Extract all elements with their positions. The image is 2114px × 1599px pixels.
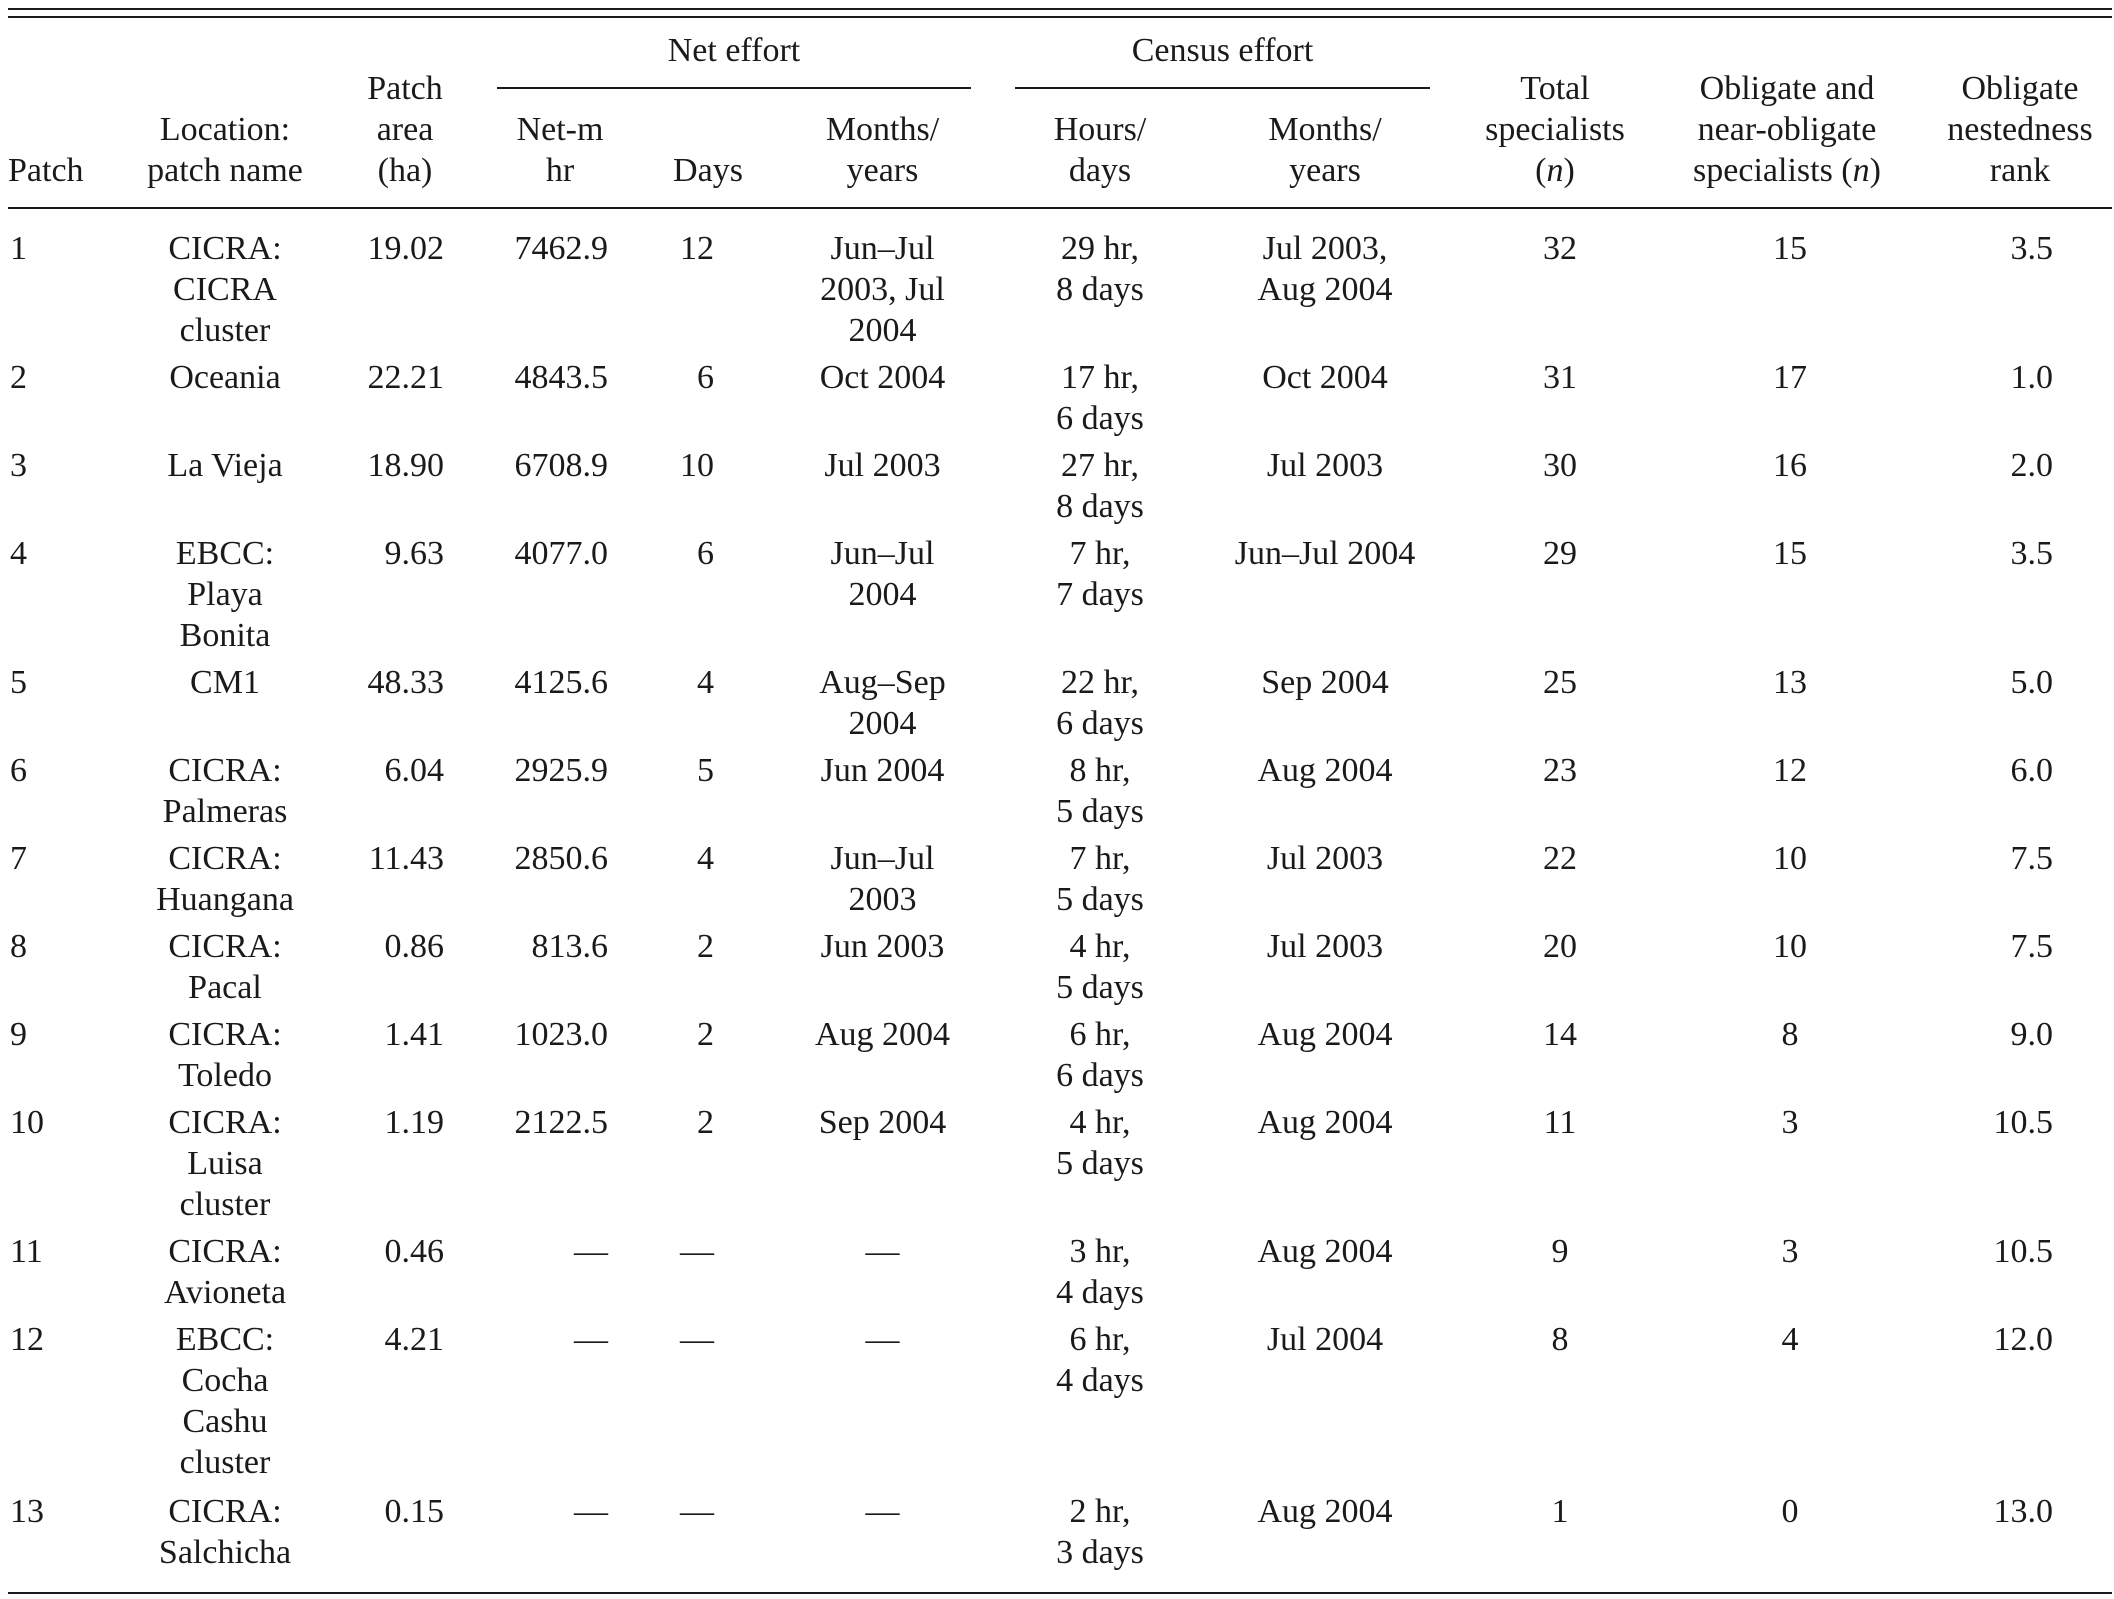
obligate-specialists-cell: 17	[1773, 359, 1807, 396]
obligate-specialists-cell: 15	[1773, 535, 1807, 572]
cell-line: Toledo	[178, 1057, 272, 1094]
net-effort-rule	[497, 87, 971, 89]
header-line: rank	[1989, 152, 2051, 189]
location-cell	[130, 926, 320, 1008]
cell-line: CICRA:	[168, 1016, 282, 1053]
obligate-specialists-cell: 4	[1781, 1321, 1799, 1358]
census-months-years-cell	[1210, 1014, 1440, 1055]
net-months-years-cell	[795, 926, 970, 967]
hours-days-cell	[1015, 228, 1185, 310]
cell-line: 6 hr,	[1069, 1016, 1131, 1053]
hours-days-cell	[1015, 926, 1185, 1008]
census-months-years-column-header	[1210, 109, 1440, 191]
census-months-years-cell	[1210, 662, 1440, 703]
patch-column-header: Patch	[8, 152, 84, 189]
net-m-hr-cell: 4843.5	[514, 359, 608, 396]
patch-number-cell: 9	[10, 1016, 27, 1053]
header-line: years	[1289, 152, 1361, 189]
cell-line: Jul 2004	[1266, 1321, 1384, 1358]
net-months-years-cell	[795, 1319, 970, 1360]
cell-line: 6 days	[1056, 1057, 1144, 1094]
cell-line: Aug 2004	[814, 1016, 951, 1053]
net-months-years-cell	[795, 1014, 970, 1055]
census-months-years-cell	[1210, 1491, 1440, 1532]
header-line: patch name	[147, 152, 303, 189]
net-m-hr-cell: 7462.9	[514, 230, 608, 267]
location-cell	[130, 533, 320, 656]
cell-line: Jun 2003	[820, 928, 945, 965]
header-line: Total	[1520, 70, 1590, 107]
net-m-hr-cell: 4125.6	[514, 664, 608, 701]
total-specialists-cell: 31	[1543, 359, 1577, 396]
cell-line: 5 days	[1056, 1145, 1144, 1182]
header-line: area	[376, 111, 434, 148]
patch-area-cell: 1.19	[384, 1104, 444, 1141]
obligate-specialists-cell: 12	[1773, 752, 1807, 789]
cell-line: 7 hr,	[1069, 840, 1131, 877]
net-months-years-cell	[795, 838, 970, 920]
days-cell: 4	[697, 664, 714, 701]
cell-line: 6 days	[1056, 400, 1144, 437]
location-cell	[130, 1014, 320, 1096]
cell-line: CICRA:	[168, 1233, 282, 1270]
cell-line: 3 hr,	[1069, 1233, 1131, 1270]
net-m-hr-cell: 2925.9	[514, 752, 608, 789]
location-cell	[130, 228, 320, 351]
cell-line: 8 days	[1056, 488, 1144, 525]
census-months-years-cell	[1210, 838, 1440, 879]
cell-line: Oct 2004	[1262, 359, 1388, 396]
cell-line: Pacal	[188, 969, 262, 1006]
nestedness-rank-cell: 5.0	[2010, 664, 2053, 701]
cell-line: Aug 2004	[1257, 271, 1393, 308]
cell-line: 5 days	[1056, 793, 1144, 830]
nestedness-rank-cell: 7.5	[2010, 840, 2053, 877]
cell-line: Aug 2004	[1257, 1493, 1393, 1530]
cell-line: 17 hr,	[1061, 359, 1139, 396]
days-cell: —	[680, 1493, 714, 1530]
nestedness-rank-cell: 10.5	[1993, 1104, 2053, 1141]
patch-number-cell: 2	[10, 359, 27, 396]
cell-line: CICRA	[173, 271, 277, 308]
cell-line: 29 hr,	[1061, 230, 1139, 267]
net-m-hr-cell: 1023.0	[514, 1016, 608, 1053]
location-column-header	[130, 109, 320, 191]
total-specialists-cell: 1	[1551, 1493, 1569, 1530]
days-cell: 2	[697, 1104, 714, 1141]
total-specialists-cell: 11	[1543, 1104, 1577, 1141]
obligate-specialists-cell: 13	[1773, 664, 1807, 701]
location-cell	[130, 1231, 320, 1313]
cell-line: Aug–Sep	[819, 664, 946, 701]
header-line: near-obligate	[1697, 111, 1877, 148]
total-specialists-cell: 9	[1551, 1233, 1569, 1270]
cell-line: Oct 2004	[819, 359, 946, 396]
cell-line: 5 days	[1056, 969, 1144, 1006]
days-cell: 6	[697, 359, 714, 396]
hours-days-cell	[1015, 750, 1185, 832]
net-months-years-cell	[795, 533, 970, 615]
total-specialists-cell: 22	[1543, 840, 1577, 877]
days-cell: 12	[680, 230, 714, 267]
header-line: hr	[545, 152, 575, 189]
total-specialists-cell: 32	[1543, 230, 1577, 267]
cell-line: 2003	[848, 881, 917, 918]
net-m-hr-cell: —	[574, 1321, 608, 1358]
total-specialists-cell: 30	[1543, 447, 1577, 484]
days-cell: 2	[697, 928, 714, 965]
hours-days-cell	[1015, 1319, 1185, 1401]
location-cell	[130, 445, 320, 486]
net-effort-group-header: Net effort	[667, 32, 801, 69]
hours-days-cell	[1015, 838, 1185, 920]
patch-number-cell: 5	[10, 664, 27, 701]
census-months-years-cell	[1210, 228, 1440, 310]
header-line: Months/	[825, 111, 940, 148]
header-line: Months/	[1268, 111, 1382, 148]
header-line: days	[1068, 152, 1132, 189]
patch-number-cell: 6	[10, 752, 27, 789]
net-months-years-cell	[795, 662, 970, 744]
cell-line: Huangana	[156, 881, 294, 918]
header-line: Obligate and	[1699, 70, 1875, 107]
header-line: specialists (n)	[1693, 152, 1881, 189]
census-months-years-cell	[1210, 750, 1440, 791]
cell-line: CICRA:	[168, 928, 282, 965]
hours-days-cell	[1015, 445, 1185, 527]
cell-line: 8 days	[1056, 271, 1144, 308]
cell-line: CICRA:	[168, 1104, 282, 1141]
cell-line: Sep 2004	[1261, 664, 1389, 701]
net-m-hr-cell: 6708.9	[514, 447, 608, 484]
n-symbol: n	[1852, 152, 1870, 189]
patch-area-cell: 0.46	[384, 1233, 444, 1270]
top-rule-inner	[8, 16, 2112, 18]
obligate-specialists-cell: 10	[1773, 928, 1807, 965]
cell-line: 7 hr,	[1069, 535, 1131, 572]
location-cell	[130, 1319, 320, 1483]
cell-line: 8 hr,	[1069, 752, 1131, 789]
header-line: (ha)	[377, 152, 433, 189]
cell-line: CICRA:	[168, 752, 282, 789]
cell-line: Cocha	[181, 1362, 269, 1399]
days-column-header: Days	[673, 152, 743, 189]
cell-line: 27 hr,	[1061, 447, 1139, 484]
cell-line: —	[865, 1233, 900, 1270]
patch-area-cell: 19.02	[367, 230, 444, 267]
hours-days-cell	[1015, 357, 1185, 439]
cell-line: Jun–Jul 2004	[1234, 535, 1416, 572]
cell-line: 4 hr,	[1069, 1104, 1131, 1141]
census-months-years-cell	[1210, 926, 1440, 967]
patch-area-column-header	[345, 68, 465, 191]
location-cell	[130, 662, 320, 703]
hours-days-cell	[1015, 1491, 1185, 1573]
patch-area-cell: 18.90	[367, 447, 444, 484]
patch-area-cell: 6.04	[384, 752, 444, 789]
patch-number-cell: 4	[10, 535, 27, 572]
cell-line: Aug 2004	[1257, 1233, 1393, 1270]
cell-line: 2004	[848, 312, 917, 349]
nestedness-rank-cell: 3.5	[2010, 535, 2053, 572]
total-specialists-cell: 14	[1543, 1016, 1577, 1053]
patch-area-cell: 1.41	[384, 1016, 444, 1053]
days-cell: 10	[680, 447, 714, 484]
net-m-hr-cell: —	[574, 1493, 608, 1530]
hours-days-cell	[1015, 1231, 1185, 1313]
patch-number-cell: 11	[10, 1233, 43, 1270]
net-m-hr-column-header	[490, 109, 630, 191]
patch-number-cell: 8	[10, 928, 27, 965]
days-cell: 4	[697, 840, 714, 877]
header-line: Patch	[367, 70, 443, 107]
cell-line: Jul 2003	[1266, 447, 1384, 484]
cell-line: cluster	[179, 1186, 271, 1223]
cell-line: 6 hr,	[1069, 1321, 1131, 1358]
cell-line: Jun 2004	[820, 752, 945, 789]
cell-line: Aug 2004	[1257, 752, 1393, 789]
nestedness-rank-cell: 12.0	[1993, 1321, 2053, 1358]
net-m-hr-cell: 813.6	[531, 928, 608, 965]
total-specialists-cell: 8	[1551, 1321, 1569, 1358]
location-cell	[130, 357, 320, 398]
patch-number-cell: 1	[10, 230, 27, 267]
nestedness-rank-cell: 1.0	[2010, 359, 2053, 396]
cell-line: Avioneta	[163, 1274, 287, 1311]
census-months-years-cell	[1210, 357, 1440, 398]
census-months-years-cell	[1210, 1231, 1440, 1272]
header-line: Net-m	[516, 111, 604, 148]
header-line: (n)	[1535, 152, 1575, 189]
cell-line: CM1	[190, 664, 260, 701]
cell-line: Oceania	[169, 359, 281, 396]
cell-line: Jul 2003	[824, 447, 941, 484]
cell-line: Aug 2004	[1257, 1104, 1393, 1141]
location-cell	[130, 750, 320, 832]
cell-line: Playa	[187, 576, 263, 613]
days-cell: —	[680, 1321, 714, 1358]
obligate-specialists-cell: 3	[1781, 1104, 1799, 1141]
census-effort-group-header: Census effort	[1131, 32, 1314, 69]
patch-area-cell: 4.21	[384, 1321, 444, 1358]
net-months-years-cell	[795, 228, 970, 351]
header-line: nestedness	[1947, 111, 2093, 148]
net-months-years-cell	[795, 1231, 970, 1272]
cell-line: 7 days	[1056, 576, 1144, 613]
hours-days-cell	[1015, 533, 1185, 615]
cell-line: CICRA:	[168, 840, 282, 877]
cell-line: Bonita	[179, 617, 271, 654]
net-m-hr-cell: —	[574, 1233, 608, 1270]
obligate-specialists-cell: 16	[1773, 447, 1807, 484]
top-rule	[8, 8, 2112, 10]
days-cell: 6	[697, 535, 714, 572]
patch-number-cell: 7	[10, 840, 27, 877]
cell-line: Jun–Jul	[830, 230, 935, 267]
cell-line: 2004	[848, 576, 917, 613]
cell-line: Sep 2004	[818, 1104, 947, 1141]
hours-days-cell	[1015, 662, 1185, 744]
cell-line: Palmeras	[162, 793, 288, 830]
patch-area-cell: 0.15	[384, 1493, 444, 1530]
header-rule	[8, 207, 2112, 209]
patch-area-cell: 0.86	[384, 928, 444, 965]
nestedness-rank-cell: 10.5	[1993, 1233, 2053, 1270]
cell-line: 4 days	[1056, 1362, 1144, 1399]
cell-line: Jul 2003	[1266, 840, 1384, 877]
hours-days-column-header	[1015, 109, 1185, 191]
net-m-hr-cell: 2850.6	[514, 840, 608, 877]
total-specialists-cell: 25	[1543, 664, 1577, 701]
census-months-years-cell	[1210, 1102, 1440, 1143]
cell-line: Cashu	[182, 1403, 268, 1440]
cell-line: EBCC:	[175, 535, 275, 572]
patch-area-cell: 48.33	[367, 664, 444, 701]
patch-number-cell: 12	[10, 1321, 44, 1358]
patch-number-cell: 13	[10, 1493, 44, 1530]
cell-line: Salchicha	[158, 1534, 292, 1571]
cell-line: La Vieja	[167, 447, 283, 484]
total-specialists-cell: 23	[1543, 752, 1577, 789]
patch-area-cell: 22.21	[367, 359, 444, 396]
location-cell	[130, 1102, 320, 1225]
net-m-hr-cell: 2122.5	[514, 1104, 608, 1141]
net-months-years-cell	[795, 445, 970, 486]
hours-days-cell	[1015, 1102, 1185, 1184]
patch-area-cell: 9.63	[384, 535, 444, 572]
total-specialists-cell: 20	[1543, 928, 1577, 965]
cell-line: 6 days	[1056, 705, 1144, 742]
days-cell: —	[680, 1233, 714, 1270]
cell-line: EBCC:	[175, 1321, 275, 1358]
net-months-years-cell	[795, 1102, 970, 1143]
net-m-hr-cell: 4077.0	[514, 535, 608, 572]
obligate-specialists-cell: 10	[1773, 840, 1807, 877]
obligate-specialists-cell: 15	[1773, 230, 1807, 267]
cell-line: CICRA:	[168, 1493, 282, 1530]
net-months-years-column-header	[795, 109, 970, 191]
cell-line: cluster	[179, 312, 271, 349]
header-line: Hours/	[1053, 111, 1147, 148]
nestedness-rank-cell: 6.0	[2010, 752, 2053, 789]
patch-number-cell: 10	[10, 1104, 44, 1141]
cell-line: CICRA:	[168, 230, 282, 267]
total-specialists-column-header	[1460, 68, 1650, 191]
patch-area-cell: 11.43	[368, 840, 444, 877]
cell-line: —	[865, 1493, 900, 1530]
location-cell	[130, 1491, 320, 1573]
nestedness-rank-cell: 3.5	[2010, 230, 2053, 267]
census-months-years-cell	[1210, 533, 1440, 574]
cell-line: Jul 2003,	[1262, 230, 1388, 267]
obligate-specialists-column-header	[1662, 68, 1912, 191]
net-months-years-cell	[795, 750, 970, 791]
header-line: Location:	[159, 111, 291, 148]
cell-line: Jun–Jul	[830, 840, 935, 877]
net-months-years-cell	[795, 1491, 970, 1532]
header-line: Obligate	[1961, 70, 2079, 107]
cell-line: 4 hr,	[1069, 928, 1131, 965]
bottom-rule	[8, 1592, 2112, 1594]
nestedness-rank-cell: 2.0	[2010, 447, 2053, 484]
header-text: specialists (	[1693, 152, 1853, 189]
cell-line: 2003, Jul	[820, 271, 945, 308]
cell-line: Jul 2003	[1266, 928, 1384, 965]
cell-line: —	[865, 1321, 900, 1358]
total-specialists-cell: 29	[1543, 535, 1577, 572]
nestedness-rank-cell: 13.0	[1993, 1493, 2053, 1530]
location-cell	[130, 838, 320, 920]
census-months-years-cell	[1210, 445, 1440, 486]
cell-line: 2 hr,	[1069, 1493, 1131, 1530]
net-months-years-cell	[795, 357, 970, 398]
obligate-specialists-cell: 0	[1781, 1493, 1799, 1530]
hours-days-cell	[1015, 1014, 1185, 1096]
cell-line: 5 days	[1056, 881, 1144, 918]
cell-line: 3 days	[1056, 1534, 1144, 1571]
n-symbol: n	[1546, 152, 1564, 189]
cell-line: 2004	[848, 705, 917, 742]
days-cell: 2	[697, 1016, 714, 1053]
cell-line: 4 days	[1056, 1274, 1144, 1311]
header-line: specialists	[1485, 111, 1625, 148]
cell-line: Jun–Jul	[830, 535, 935, 572]
nestedness-rank-cell: 9.0	[2010, 1016, 2053, 1053]
cell-line: cluster	[179, 1444, 271, 1481]
census-effort-rule	[1015, 87, 1430, 89]
header-line: years	[846, 152, 919, 189]
cell-line: Aug 2004	[1257, 1016, 1393, 1053]
cell-line: 22 hr,	[1061, 664, 1139, 701]
patch-number-cell: 3	[10, 447, 27, 484]
nestedness-rank-column-header	[1928, 68, 2112, 191]
nestedness-rank-cell: 7.5	[2010, 928, 2053, 965]
cell-line: Luisa	[187, 1145, 263, 1182]
obligate-specialists-cell: 3	[1781, 1233, 1799, 1270]
obligate-specialists-cell: 8	[1781, 1016, 1799, 1053]
days-cell: 5	[697, 752, 714, 789]
census-months-years-cell	[1210, 1319, 1440, 1360]
